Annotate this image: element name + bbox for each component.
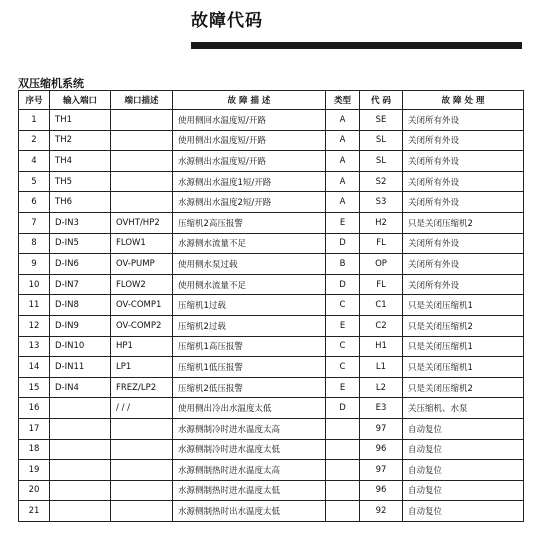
cell-input-port: D-IN10 — [50, 336, 111, 357]
cell-fault-description: 水源侧制热时进水温度太高 — [173, 460, 326, 481]
cell-fault-description: 压缩机2低压报警 — [173, 377, 326, 398]
cell-code: C1 — [360, 295, 403, 316]
cell-port-description: OV-PUMP — [111, 254, 173, 275]
cell-input-port — [50, 418, 111, 439]
cell-port-description — [111, 110, 173, 131]
cell-index: 6 — [19, 192, 50, 213]
cell-fault-description: 压缩机1过载 — [173, 295, 326, 316]
cell-port-description: FLOW2 — [111, 274, 173, 295]
cell-code: SE — [360, 110, 403, 131]
table-row — [19, 130, 524, 151]
cell-type — [326, 439, 360, 460]
cell-fault-description: 使用侧水泵过载 — [173, 254, 326, 275]
cell-fault-description: 使用侧出水温度短/开路 — [173, 130, 326, 151]
page-title: 故障代码 — [191, 11, 263, 31]
cell-port-description: HP1 — [111, 336, 173, 357]
cell-fault-handling: 关闭所有外设 — [403, 151, 524, 172]
table-row — [19, 418, 524, 439]
cell-index: 11 — [19, 295, 50, 316]
table-row — [19, 171, 524, 192]
cell-index: 21 — [19, 501, 50, 522]
table-row — [19, 377, 524, 398]
table-row — [19, 398, 524, 419]
cell-type: A — [326, 171, 360, 192]
cell-fault-handling: 只是关闭压缩机2 — [403, 377, 524, 398]
cell-code: E3 — [360, 398, 403, 419]
cell-type — [326, 501, 360, 522]
cell-index: 19 — [19, 460, 50, 481]
cell-type: A — [326, 192, 360, 213]
table-row — [19, 480, 524, 501]
cell-input-port: D-IN5 — [50, 233, 111, 254]
cell-fault-handling: 自动复位 — [403, 439, 524, 460]
cell-port-description: OV-COMP2 — [111, 315, 173, 336]
cell-type: A — [326, 130, 360, 151]
cell-code: 96 — [360, 480, 403, 501]
cell-code: OP — [360, 254, 403, 275]
cell-input-port: D-IN6 — [50, 254, 111, 275]
cell-fault-handling: 自动复位 — [403, 480, 524, 501]
cell-input-port: TH2 — [50, 130, 111, 151]
table-row — [19, 439, 524, 460]
cell-input-port: D-IN4 — [50, 377, 111, 398]
cell-index: 15 — [19, 377, 50, 398]
table-row — [19, 501, 524, 522]
cell-fault-handling: 关闭所有外设 — [403, 233, 524, 254]
cell-input-port — [50, 480, 111, 501]
cell-code: 92 — [360, 501, 403, 522]
cell-input-port: D-IN3 — [50, 212, 111, 233]
cell-fault-handling: 自动复位 — [403, 418, 524, 439]
cell-code: S3 — [360, 192, 403, 213]
table-row — [19, 274, 524, 295]
cell-index: 18 — [19, 439, 50, 460]
cell-port-description — [111, 480, 173, 501]
cell-fault-handling: 关闭所有外设 — [403, 192, 524, 213]
table-body — [19, 110, 524, 522]
cell-fault-handling: 只是关闭压缩机1 — [403, 336, 524, 357]
cell-fault-description: 使用侧回水温度短/开路 — [173, 110, 326, 131]
cell-fault-handling: 关闭所有外设 — [403, 274, 524, 295]
cell-code: L1 — [360, 357, 403, 378]
cell-type: D — [326, 398, 360, 419]
cell-input-port: D-IN8 — [50, 295, 111, 316]
table-row — [19, 151, 524, 172]
cell-fault-handling: 自动复位 — [403, 460, 524, 481]
cell-code: H1 — [360, 336, 403, 357]
cell-code: S2 — [360, 171, 403, 192]
cell-port-description: OV-COMP1 — [111, 295, 173, 316]
fault-code-table — [18, 90, 524, 522]
cell-index: 1 — [19, 110, 50, 131]
cell-index: 5 — [19, 171, 50, 192]
cell-port-description: OVHT/HP2 — [111, 212, 173, 233]
cell-port-description: LP1 — [111, 357, 173, 378]
cell-fault-description: 使用侧出冷出水温度太低 — [173, 398, 326, 419]
cell-input-port — [50, 501, 111, 522]
cell-index: 16 — [19, 398, 50, 419]
cell-input-port: TH1 — [50, 110, 111, 131]
cell-type: C — [326, 336, 360, 357]
cell-fault-description: 使用侧水流量不足 — [173, 274, 326, 295]
cell-fault-handling: 关闭所有外设 — [403, 171, 524, 192]
cell-index: 7 — [19, 212, 50, 233]
cell-input-port: D-IN7 — [50, 274, 111, 295]
cell-input-port: D-IN9 — [50, 315, 111, 336]
cell-code: H2 — [360, 212, 403, 233]
cell-type — [326, 418, 360, 439]
cell-code: FL — [360, 233, 403, 254]
cell-index: 9 — [19, 254, 50, 275]
cell-fault-description: 水源侧水流量不足 — [173, 233, 326, 254]
cell-port-description — [111, 460, 173, 481]
cell-input-port: TH5 — [50, 171, 111, 192]
cell-fault-handling: 关压缩机、水泵 — [403, 398, 524, 419]
cell-fault-handling: 关闭所有外设 — [403, 110, 524, 131]
table-row — [19, 295, 524, 316]
table-header-row — [19, 91, 524, 110]
header-port-description: 端口描述 — [111, 91, 173, 110]
cell-input-port: TH4 — [50, 151, 111, 172]
cell-index: 2 — [19, 130, 50, 151]
table-row — [19, 233, 524, 254]
cell-type: D — [326, 274, 360, 295]
cell-input-port — [50, 398, 111, 419]
cell-port-description — [111, 439, 173, 460]
cell-code: SL — [360, 151, 403, 172]
cell-fault-handling: 关闭所有外设 — [403, 130, 524, 151]
cell-fault-description: 水源侧制热时出水温度太低 — [173, 501, 326, 522]
cell-index: 14 — [19, 357, 50, 378]
title-underline-bar — [191, 42, 522, 49]
cell-code: 97 — [360, 460, 403, 481]
cell-type: B — [326, 254, 360, 275]
cell-fault-description: 水源侧出水温度短/开路 — [173, 151, 326, 172]
cell-port-description — [111, 501, 173, 522]
cell-index: 4 — [19, 151, 50, 172]
cell-code: C2 — [360, 315, 403, 336]
cell-index: 8 — [19, 233, 50, 254]
cell-index: 13 — [19, 336, 50, 357]
cell-fault-description: 压缩机1高压报警 — [173, 336, 326, 357]
cell-type: E — [326, 315, 360, 336]
table-row — [19, 460, 524, 481]
cell-input-port — [50, 460, 111, 481]
cell-type — [326, 460, 360, 481]
header-fault-handling: 故 障 处 理 — [403, 91, 524, 110]
cell-input-port: D-IN11 — [50, 357, 111, 378]
cell-type: E — [326, 212, 360, 233]
cell-index: 20 — [19, 480, 50, 501]
table-row — [19, 254, 524, 275]
cell-input-port — [50, 439, 111, 460]
header-index: 序号 — [19, 91, 50, 110]
cell-type: A — [326, 110, 360, 131]
cell-type: D — [326, 233, 360, 254]
cell-fault-description: 水源侧制热时进水温度太低 — [173, 480, 326, 501]
cell-port-description — [111, 192, 173, 213]
section-title: 双压缩机系统 — [18, 77, 84, 90]
cell-port-description — [111, 171, 173, 192]
cell-type: C — [326, 357, 360, 378]
cell-input-port: TH6 — [50, 192, 111, 213]
header-input-port: 输入端口 — [50, 91, 111, 110]
cell-fault-description: 水源侧出水温度1短/开路 — [173, 171, 326, 192]
cell-code: SL — [360, 130, 403, 151]
header-code: 代 码 — [360, 91, 403, 110]
cell-port-description: / / / — [111, 398, 173, 419]
cell-code: FL — [360, 274, 403, 295]
cell-type: A — [326, 151, 360, 172]
table-row — [19, 110, 524, 131]
table-row — [19, 357, 524, 378]
cell-type — [326, 480, 360, 501]
table-row — [19, 315, 524, 336]
cell-fault-description: 水源侧出水温度2短/开路 — [173, 192, 326, 213]
cell-code: 96 — [360, 439, 403, 460]
cell-fault-description: 水源侧制冷时进水温度太低 — [173, 439, 326, 460]
cell-fault-handling: 只是关闭压缩机1 — [403, 295, 524, 316]
cell-fault-description: 压缩机2高压报警 — [173, 212, 326, 233]
cell-type: E — [326, 377, 360, 398]
cell-index: 17 — [19, 418, 50, 439]
cell-code: L2 — [360, 377, 403, 398]
cell-port-description — [111, 151, 173, 172]
table-row — [19, 336, 524, 357]
cell-port-description: FREZ/LP2 — [111, 377, 173, 398]
cell-port-description — [111, 418, 173, 439]
cell-index: 12 — [19, 315, 50, 336]
cell-port-description — [111, 130, 173, 151]
cell-fault-description: 水源侧制冷时进水温度太高 — [173, 418, 326, 439]
table-row — [19, 192, 524, 213]
cell-fault-handling: 只是关闭压缩机1 — [403, 357, 524, 378]
header-fault-description: 故 障 描 述 — [173, 91, 326, 110]
cell-fault-description: 压缩机2过载 — [173, 315, 326, 336]
header-type: 类型 — [326, 91, 360, 110]
cell-type: C — [326, 295, 360, 316]
cell-fault-handling: 只是关闭压缩机2 — [403, 315, 524, 336]
cell-port-description: FLOW1 — [111, 233, 173, 254]
cell-fault-handling: 关闭所有外设 — [403, 254, 524, 275]
cell-fault-handling: 只是关闭压缩机2 — [403, 212, 524, 233]
cell-code: 97 — [360, 418, 403, 439]
table-row — [19, 212, 524, 233]
cell-index: 10 — [19, 274, 50, 295]
cell-fault-handling: 自动复位 — [403, 501, 524, 522]
cell-fault-description: 压缩机1低压报警 — [173, 357, 326, 378]
